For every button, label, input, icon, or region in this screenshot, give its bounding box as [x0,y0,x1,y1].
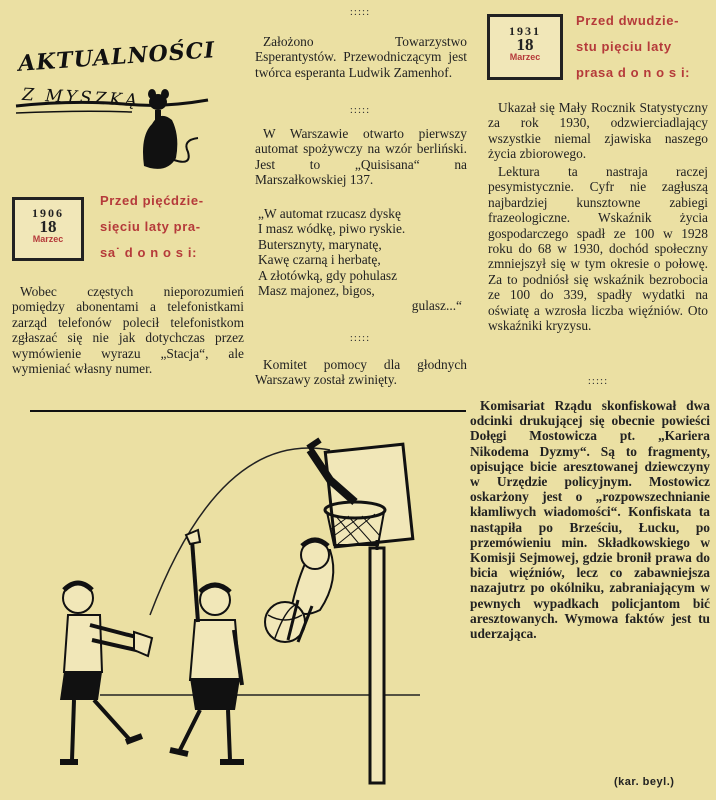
heading-line: prasa d o n o s i: [576,65,691,80]
separator: ::::: [349,332,371,344]
date-day: 18 [39,217,57,236]
date-year: 1931 [509,24,541,38]
article-komitet: Komitet pomocy dla głodnych Warszawy został zwinięty. [255,357,467,388]
article-kryzys: Lektura ta nastraja raczej pesymistycznie. Cyfr nie zagłuszą najbardziej kunsztowne zabiegi frazeologiczne. Wskaźnik życia gospodarczego spadł ze 100 w 1928 roku do 68 w 1930, dochód społeczny zmniejszył się w tym okresie o połowę. Za to podniósł się wskaźnik bezrobocia ze 100 do 339, spadły wydatki na oświatę a wzrosła liczba więźniów. Oto wskaźniki kryzysu. [488,164,708,334]
separator: ::::: [587,375,609,387]
separator: ::::: [349,6,371,18]
heading-1931 [576,8,712,86]
logo-title: AKTUALNOŚCI [17,37,217,77]
article-1906-body: Wobec częstych nieporozumień pomiędzy abonentami a telefonistkami zarząd telefonów polecił telefonistkom zgłaszać się nie jak dotychczas przez wymówienie wyrazu „Stacja“, ale wymieniać własny numer. [12,284,244,377]
heading-line: Przed pięćdzie- [100,193,204,208]
date-month: Marzec [32,234,64,244]
poem-line: Masz majonez, bigos, [258,283,375,299]
heading-line: stu pięciu laty [576,39,672,54]
heading-1906 [100,188,240,266]
poem-line: Butersznyty, marynatę, [258,236,382,252]
logo-subtitle: Z MYSZKĄ [21,84,141,112]
basketball-cartoon-illustration [30,410,466,790]
article-rocznik: Ukazał się Mały Rocznik Statystyczny za rok 1930, odzwierciadlający wszystkie niemal zjawiska naszego życia zbiorowego. [488,100,708,162]
poem-line: I masz wódkę, piwo ryskie. [258,221,406,237]
article-esperanto: Założono Towarzystwo Esperantystów. Przewodniczącym jest twórca esperanta Ludwik Zamenhof. [255,34,467,80]
date-box-1906 [12,197,84,261]
article-automat: W Warszawie otwarto pierwszy automat spożywczy na wzór berliński. Jest to „Quisisana“ na Marszałkowskiej 137. [255,126,467,188]
date-month: Marzec [509,52,541,62]
author-credit: (kar. beyl.) [614,776,675,788]
article-dyzma: Komisariat Rządu skonfiskował dwa odcinki drukującej się obecnie powieści Dołęgi Mostowicza pt. „Kariera Nikodema Dyzmy“. Są to fragmenty, opisujące bicie aresztowanej dziewczyny w Urzędzie policyjnym. Mostowicz oskarżony jest o „rozpowszechnianie kłamliwych wiadomości“. Konfiskata ta nastąpiła po Brześciu, Łucku, po przemówieniu min. Składkowskiego w Komisji Sejmowej, gdzie bronił prawa do bicia więźniów, lecz co zabawniejsza nazajutrz po okólniku, zabraniającym w pewnych wypadkach policjantom bić aresztowanych. Wymowa faktów jest tu uderzająca. [470,398,710,642]
poem-line: Kawę czarną i herbatę, [258,252,381,268]
mouse-logo-icon [12,40,212,180]
poem-line: „W automat rzucasz dyskę [258,206,401,221]
date-day: 18 [516,35,534,54]
heading-line: sięciu laty pra- [100,219,201,234]
heading-line: sa˙ d o n o s i: [100,245,197,260]
poem [258,206,468,314]
date-year: 1906 [32,206,64,220]
date-box-1931 [487,14,563,80]
heading-line: Przed dwudzie- [576,13,680,28]
poem-line: A złotówką, gdy pohulasz [258,267,398,283]
separator: ::::: [349,104,371,116]
poem-line: gulasz...“ [411,298,462,314]
